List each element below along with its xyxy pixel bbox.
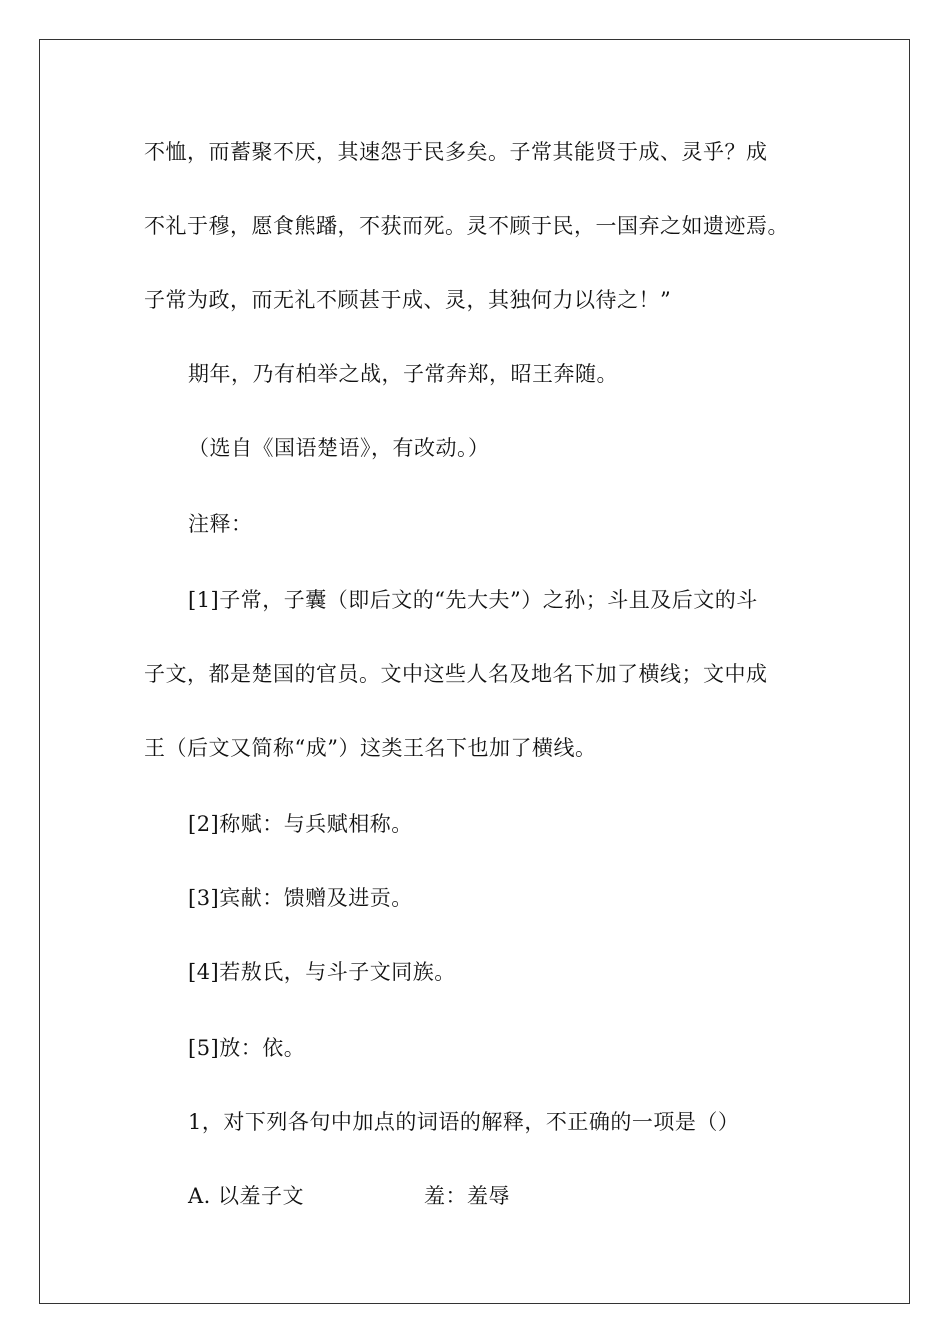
text-line-3: 子常为政，而无礼不顾甚于成、灵，其独何力以待之！”: [144, 288, 672, 312]
question-1: 1，对下列各句中加点的词语的解释，不正确的一项是（）: [188, 1110, 740, 1134]
note-1-line-1: [1]子常，子囊（即后文的“先大夫”）之孙；斗且及后文的斗: [188, 588, 758, 612]
note-3: [3]宾献：馈赠及进贡。: [188, 886, 413, 910]
note-5: [5]放：依。: [188, 1036, 306, 1060]
note-1-line-2: 子文，都是楚国的官员。文中这些人名及地名下加了横线；文中成: [144, 662, 768, 686]
option-a: [188, 1182, 510, 1210]
source-citation: （选自《国语楚语》，有改动。）: [188, 436, 490, 460]
text-line-1: 不恤，而蓄聚不厌，其速怨于民多矣。子常其能贤于成、灵乎？成: [144, 140, 768, 164]
option-a-label: A. 以羞子文: [188, 1184, 305, 1208]
note-4: [4]若敖氏，与斗子文同族。: [188, 960, 456, 984]
notes-heading: 注释：: [188, 512, 253, 536]
note-1-line-3: 王（后文又简称“成”）这类王名下也加了横线。: [144, 736, 597, 760]
text-line-2: 不礼于穆，愿食熊蹯，不获而死。灵不顾于民，一国弃之如遗迹焉。: [144, 214, 789, 238]
note-2: [2]称赋：与兵赋相称。: [188, 812, 413, 836]
text-line-4: 期年，乃有柏举之战，子常奔郑，昭王奔随。: [188, 362, 618, 386]
option-a-explanation: 羞：羞辱: [424, 1184, 510, 1208]
